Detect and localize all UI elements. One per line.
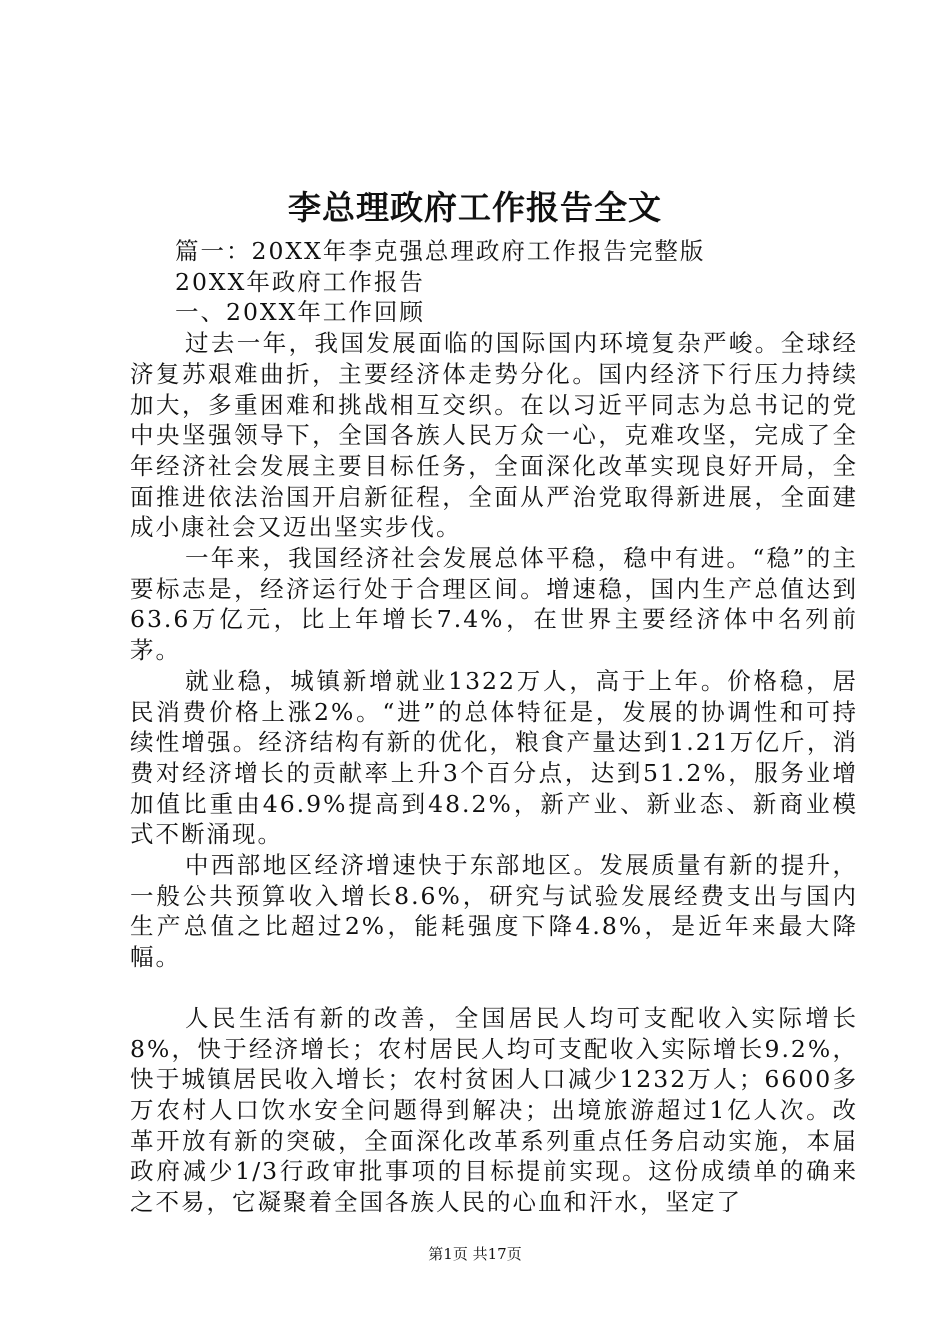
- paragraph: 一年来，我国经济社会发展总体平稳，稳中有进。“稳”的主要标志是，经济运行处于合理区间。增速稳，国内生产总值达到63.6万亿元，比上年增长7.4%，在世界主要经济体中名列前茅。: [130, 544, 858, 665]
- report-name-line: 20XX年政府工作报告: [175, 267, 425, 296]
- document-body: [130, 236, 858, 1218]
- paragraph-gap: [130, 973, 858, 1003]
- page-footer: [0, 1243, 950, 1265]
- paragraph: 就业稳，城镇新增就业1322万人，高于上年。价格稳，居民消费价格上涨2%。“进”的总体特征是，发展的协调性和可持续性增强。经济结构有新的优化，粮食产量达到1.21万亿斤，消费对经济增长的贡献率上升3个百分点，达到51.2%，服务业增加值比重由46.9%提高到48.2%，新产业、新业态、新商业模式不断涌现。: [130, 666, 858, 849]
- paragraph: 人民生活有新的改善，全国居民人均可支配收入实际增长8%，快于经济增长；农村居民人均可支配收入实际增长9.2%，快于城镇居民收入增长；农村贫困人口减少1232万人；6600多万农村人口饮水安全问题得到解决；出境旅游超过1亿人次。改革开放有新的突破，全面深化改革系列重点任务启动实施，本届政府减少1/3行政审批事项的目标提前实现。这份成绩单的确来之不易，它凝聚着全国各族人民的心血和汗水，坚定了: [130, 1003, 858, 1217]
- subtitle-line: 篇一：20XX年李克强总理政府工作报告完整版: [175, 237, 706, 265]
- paragraph: 过去一年，我国发展面临的国际国内环境复杂严峻。全球经济复苏艰难曲折，主要经济体走势分化。国内经济下行压力持续加大，多重困难和挑战相互交织。在以习近平同志为总书记的党中央坚强领导下，全国各族人民万众一心，克难攻坚，完成了全年经济社会发展主要目标任务，全面深化改革实现良好开局，全面推进依法治国开启新征程，全面从严治党取得新进展，全面建成小康社会又迈出坚实步伐。: [130, 329, 858, 542]
- paragraph: 中西部地区经济增速快于东部地区。发展质量有新的提升，一般公共预算收入增长8.6%，研究与试验发展经费支出与国内生产总值之比超过2%，能耗强度下降4.8%，是近年来最大降幅。: [130, 851, 858, 972]
- document-title: 李总理政府工作报告全文: [288, 188, 662, 227]
- section-heading: 一、20XX年工作回顾: [175, 298, 425, 327]
- page-indicator: 第1页 共17页: [428, 1245, 522, 1263]
